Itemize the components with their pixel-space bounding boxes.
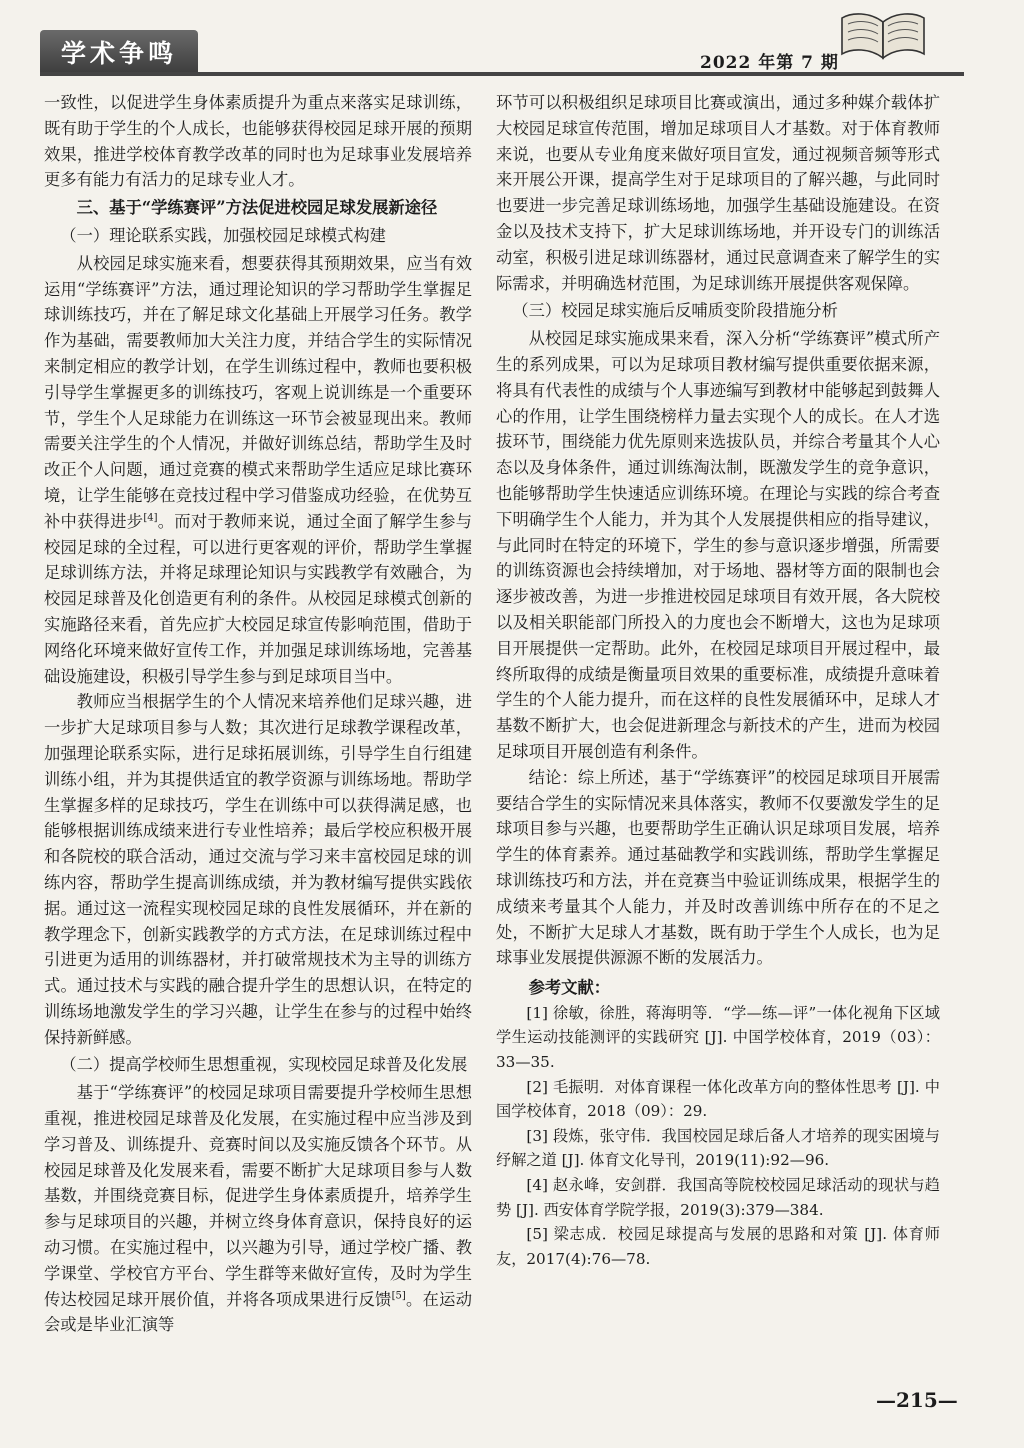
- open-book-icon: [838, 8, 928, 64]
- paragraph-text: 。而对于教师来说，通过全面了解学生参与校园足球的全过程，可以进行更客观的评价，帮助学生掌握足球训练方法，并将足球理论知识与实践教学有效融合，为校园足球普及化创造更有利的条件。从校园足球模式创新的实施路径来看，首先应扩大校园足球宣传影响范围，借助于网络化环境来做好宣传工作，并加强足球训练场地，完善基础设施建设，积极引导学生参与到足球项目当中。: [44, 511, 472, 686]
- page-number: —215—: [876, 1388, 958, 1412]
- paragraph-text: 。在运动会或是毕业汇演等: [44, 1289, 472, 1335]
- reference-item: [5] 梁志成．校园足球提高与发展的思路和对策 [J]. 体育师友，2017(4):76—78.: [496, 1225, 940, 1268]
- references-title: 参考文献：: [528, 978, 611, 998]
- section-heading: 三、基于“学练赛评”方法促进校园足球发展新途径: [76, 198, 438, 218]
- issue-label: 2022 年第 7 期: [700, 53, 839, 73]
- paragraph: [44, 251, 472, 690]
- paragraph-text: 从校园足球实施来看，想要获得其预期效果，应当有效运用“学练赛评”方法，通过理论知识的学习帮助学生掌握足球训练技巧，并在了解足球文化基础上开展学习任务。教学作为基础，需要教师加大关注力度，并结合学生的实际情况来制定相应的教学计划，在学生训练过程中，教师也要积极引导学生掌握更多的训练技巧，客观上说训练是一个重要环节，学生个人足球能力在训练这一环节会被显现出来。教师需要关注学生的个人情况，并做好训练总结，帮助学生及时改正个人问题，通过竞赛的模式来帮助学生适应足球比赛环境，让学生能够在竞技过程中学习借鉴成功经验，在优势互补中获得进步: [44, 253, 472, 531]
- subsection-heading: （二）提高学校师生思想重视，实现校园足球普及化发展: [60, 1055, 468, 1075]
- subsection-heading: （一）理论联系实践，加强校园足球模式构建: [60, 225, 386, 245]
- reference-item: [2] 毛振明．对体育课程一体化改革方向的整体性思考 [J]. 中国学校体育，2018（09）：29.: [496, 1077, 940, 1121]
- right-column: [496, 90, 940, 1378]
- paragraph: 教师应当根据学生的个人情况来培养他们足球兴趣，进一步扩大足球项目参与人数；其次进行足球教学课程改革，加强理论联系实际，进行足球拓展训练，引导学生自行组建训练小组，并为其提供适宜的教学资源与训练场地。帮助学生掌握多样的足球技巧，学生在训练中可以获得满足感，也能够根据训练成绩来进行专业性培养；最后学校应积极开展和各院校的联合活动，通过交流与学习来丰富校园足球的训练内容，帮助学生提高训练成绩，并为教材编写提供实践依据。通过这一流程实现校园足球的良性发展循环，并在新的教学理念下，创新实践教学的方式方法，在足球训练过程中引进更为适用的训练器材，并打破常规技术为主导的训练方式。通过技术与实践的融合提升学生的思想认识，在特定的训练场地激发学生的学习兴趣，让学生在参与的过程中始终保持新鲜感。: [44, 692, 472, 1047]
- paragraph: 从校园足球实施成果来看，深入分析“学练赛评”模式所产生的系列成果，可以为足球项目教材编写提供重要依据来源，将具有代表性的成绩与个人事迹编写到教材中能够起到鼓舞人心的作用，让学生围绕榜样力量去实现个人的成长。在人才选拔环节，围绕能力优先原则来选拔队员，并综合考量其个人心态以及身体条件，通过训练淘汰制，既激发学生的竞争意识，也能够帮助学生快速适应训练环境。在理论与实践的综合考查下明确学生个人能力，并为其个人发展提供相应的指导建议，与此同时在特定的环境下，学生的参与意识逐步增强，所需要的训练资源也会持续增加，对于场地、器材等方面的限制也会逐步被改善，为进一步推进校园足球项目有效开展，各大院校以及相关职能部门所投入的力度也会不断增大，这也为足球项目开展提供一定帮助。此外，在校园足球项目开展过程中，最终所取得的成绩是衡量项目效果的重要标准，成绩提升意味着学生的个人能力提升，而在这样的良性发展循环中，足球人才基数不断扩大，也会促进新理念与新技术的产生，进而为校园足球项目开展创造有利条件。: [496, 329, 940, 761]
- reference-item: [1] 徐敏，徐胜，蒋海明等．“学—练—评”一体化视角下区域学生运动技能测评的实践研究 [J]. 中国学校体育，2019（03）：33—35.: [496, 1003, 940, 1072]
- paragraph: 环节可以积极组织足球项目比赛或演出，通过多种媒介载体扩大校园足球宣传范围，增加足球项目人才基数。对于体育教师来说，也要从专业角度来做好项目宣发，通过视频音频等形式来开展公开课，提高学生对于足球项目的了解兴趣，与此同时也要进一步完善足球训练场地，加强学生基础设施建设。在资金以及技术支持下，扩大足球训练场地，并开设专门的训练活动室，积极引进足球训练器材，通过民意调查来了解学生的实际需求，并明确选材范围，为足球训练开展提供客观保障。: [496, 93, 940, 293]
- section-tag: 学术争鸣: [40, 30, 198, 74]
- paragraph: 一致性，以促进学生身体素质提升为重点来落实足球训练，既有助于学生的个人成长，也能够获得校园足球开展的预期效果，推进学校体育教学改革的同时也为足球事业发展培养更多有能力有活力的足球专业人才。: [44, 93, 472, 190]
- left-column: [44, 90, 472, 1378]
- subsection-heading: （三）校园足球实施后反哺质变阶段措施分析: [512, 301, 838, 321]
- reference-item: [4] 赵永峰，安剑群．我国高等院校校园足球活动的现状与趋势 [J]. 西安体育学院学报，2019(3):379—384.: [496, 1176, 940, 1219]
- paragraph: [44, 1080, 472, 1338]
- citation: [5]: [391, 1290, 406, 1302]
- citation: [4]: [143, 512, 158, 524]
- conclusion-paragraph: 结论：综上所述，基于“学练赛评”的校园足球项目开展需要结合学生的实际情况来具体落实，教师不仅要激发学生的足球项目参与兴趣，也要帮助学生正确认识足球项目发展，培养学生的体育素养。通过基础教学和实践训练，帮助学生掌握足球训练技巧和方法，并在竞赛当中验证训练成果，根据学生的成绩来考量其个人能力，并及时改善训练中所存在的不足之处，不断扩大足球人才基数，既有助于学生个人成长，也为足球事业发展提供源源不断的发展活力。: [496, 767, 940, 968]
- paragraph-text: 基于“学练赛评”的校园足球项目需要提升学校师生思想重视，推进校园足球普及化发展，在实施过程中应当涉及到学习普及、训练提升、竞赛时间以及实施反馈各个环节。从校园足球普及化发展来看，需要不断扩大足球项目参与人数基数，并围绕竞赛目标，促进学生身体素质提升，培养学生参与足球项目的兴趣，并树立终身体育意识，保持良好的运动习惯。在实施过程中，以兴趣为引导，通过学校广播、教学课堂、学校官方平台、学生群等来做好宣传，及时为学生传达校园足球开展价值，并将各项成果进行反馈: [44, 1083, 472, 1309]
- reference-item: [3] 段炼，张守伟．我国校园足球后备人才培养的现实困境与纾解之道 [J]. 体育文化导刊，2019(11):92—96.: [496, 1126, 940, 1170]
